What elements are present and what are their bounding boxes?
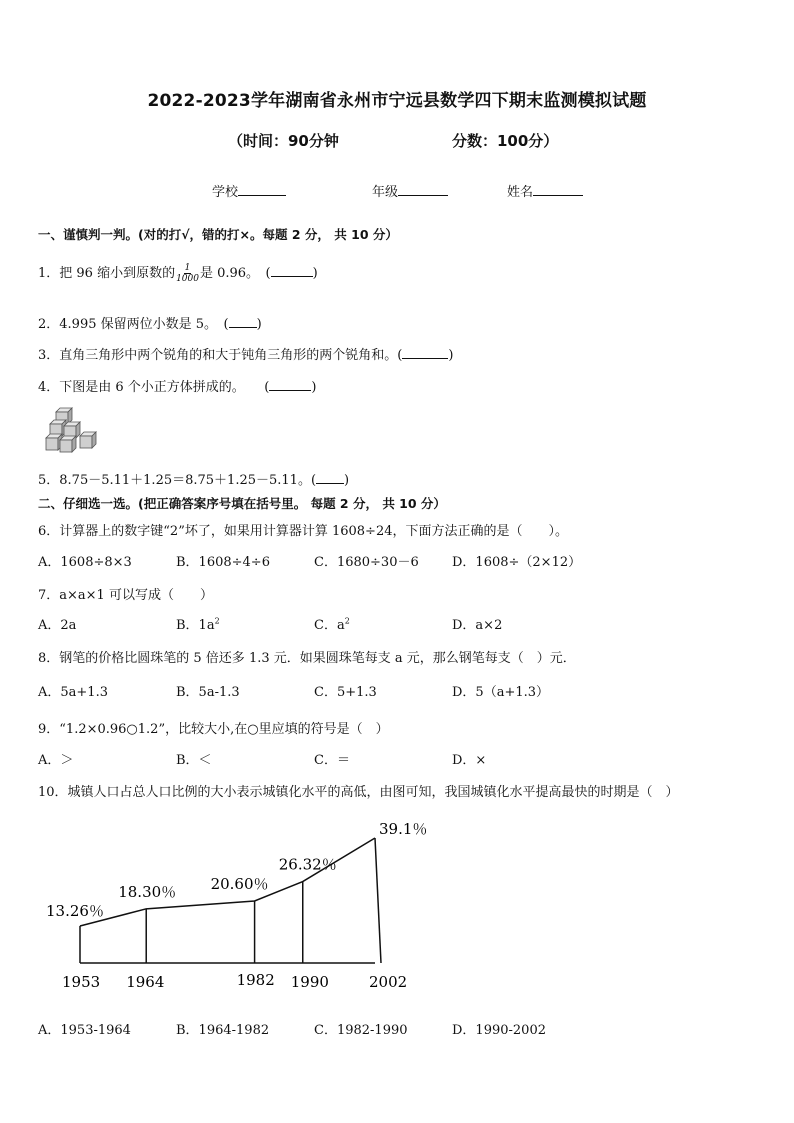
question-9: 9．“1.2×0.96○1.2”，比较大小,在○里应填的符号是（ ） bbox=[38, 722, 389, 737]
exam-time: （时间：90分钟 bbox=[228, 132, 339, 150]
question-8: 8．钢笔的价格比圆珠笔的 5 倍还多 1.3 元．如果圆珠笔每支 a 元，那么钢笔每支（ ）元． bbox=[38, 651, 576, 666]
grade-label: 年级 bbox=[372, 185, 399, 200]
question-7: 7．a×a×1 可以写成（ ） bbox=[38, 588, 213, 603]
question-6: 6．计算器上的数字键“2”坏了，如果用计算器计算 1608÷24，下面方法正确的是（ ）。 bbox=[38, 524, 568, 539]
q7-option-c[interactable]: C．$a^2$ bbox=[314, 616, 350, 633]
exam-score: 分数：100分） bbox=[452, 132, 559, 150]
question-1: 1．把 96 缩小到原数的 $\frac{1}{1000}$ 是 0.96。 ( ) bbox=[38, 263, 318, 284]
question-4: 4．下图是由 6 个小正方体拼成的。 ( ) bbox=[38, 380, 317, 395]
answer-blank-5[interactable] bbox=[316, 472, 344, 484]
answer-blank-4[interactable] bbox=[269, 379, 311, 391]
chart-value-label-1964: 18.30％ bbox=[118, 882, 177, 901]
q10-option-c[interactable]: C．1982-1990 bbox=[314, 1023, 408, 1038]
q9-option-b[interactable]: B．＜ bbox=[176, 753, 212, 768]
section2-heading: 二、仔细选一选。(把正确答案序号填在括号里。 每题 2 分， 共 10 分） bbox=[38, 496, 446, 511]
q10-option-d[interactable]: D．1990-2002 bbox=[452, 1023, 546, 1038]
chart-year-label-1953: 1953 bbox=[62, 973, 101, 991]
q7-option-b[interactable]: B．$1a^2$ bbox=[176, 616, 220, 633]
chart-value-label-1982: 20.60％ bbox=[210, 875, 269, 894]
q8-option-a[interactable]: A．5a+1.3 bbox=[38, 685, 108, 700]
q9-option-a[interactable]: A．＞ bbox=[38, 753, 74, 768]
q10-option-b[interactable]: B．1964-1982 bbox=[176, 1023, 270, 1038]
cube-stack-figure bbox=[44, 404, 100, 456]
school-field[interactable] bbox=[212, 181, 286, 200]
chart-year-label-2002: 2002 bbox=[369, 973, 408, 991]
chart-year-label-1982: 1982 bbox=[236, 971, 275, 989]
answer-blank-1[interactable] bbox=[271, 265, 313, 277]
question-3: 3．直角三角形中两个锐角的和大于钝角三角形的两个锐角和。( ) bbox=[38, 348, 454, 363]
q7-option-d[interactable]: D．a×2 bbox=[452, 618, 503, 633]
q9-option-d[interactable]: D．× bbox=[452, 753, 487, 768]
name-field[interactable] bbox=[507, 181, 583, 200]
q9-option-c[interactable]: C．＝ bbox=[314, 753, 350, 768]
fraction: $\frac{1}{1000}$ bbox=[176, 263, 199, 284]
page-title: 2022-2023学年湖南省永州市宁远县数学四下期末监测模拟试题 bbox=[147, 91, 647, 111]
q6-option-d[interactable]: D．1608÷（2×12） bbox=[452, 555, 582, 570]
question-10: 10．城镇人口占总人口比例的大小表示城镇化水平的高低，由图可知，我国城镇化水平提高最快的时期是（ ） bbox=[38, 785, 679, 800]
q8-option-d[interactable]: D．5（a+1.3） bbox=[452, 685, 550, 700]
answer-blank-3[interactable] bbox=[402, 347, 448, 359]
school-label: 学校 bbox=[212, 185, 239, 200]
chart-value-label-1990: 26.32％ bbox=[278, 855, 337, 874]
q8-option-c[interactable]: C．5+1.3 bbox=[314, 685, 377, 700]
q8-option-b[interactable]: B．5a-1.3 bbox=[176, 685, 240, 700]
chart-year-label-1990: 1990 bbox=[290, 973, 329, 991]
chart-vertical-2002 bbox=[375, 838, 381, 963]
section1-heading: 一、谨慎判一判。(对的打√，错的打×。每题 2 分， 共 10 分） bbox=[38, 227, 398, 242]
chart-value-label-1953: 13.26％ bbox=[46, 902, 104, 920]
question-2: 2．4.995 保留两位小数是 5。 ( ) bbox=[38, 317, 262, 332]
answer-blank-2[interactable] bbox=[229, 316, 257, 328]
grade-field[interactable] bbox=[372, 181, 448, 200]
urbanization-chart bbox=[0, 820, 460, 1000]
chart-year-label-1964: 1964 bbox=[126, 973, 165, 991]
q7-option-a[interactable]: A．2a bbox=[38, 618, 77, 633]
chart-value-label-2002: 39.1％ bbox=[379, 820, 428, 838]
q6-option-a[interactable]: A．1608÷8×3 bbox=[38, 555, 132, 570]
q6-option-b[interactable]: B．1608÷4÷6 bbox=[176, 555, 270, 570]
name-label: 姓名 bbox=[507, 185, 534, 200]
question-5: 5．8.75－5.11＋1.25＝8.75＋1.25－5.11。( ) bbox=[38, 473, 350, 488]
q6-option-c[interactable]: C．1680÷30－6 bbox=[314, 555, 419, 570]
q10-option-a[interactable]: A．1953-1964 bbox=[38, 1023, 131, 1038]
